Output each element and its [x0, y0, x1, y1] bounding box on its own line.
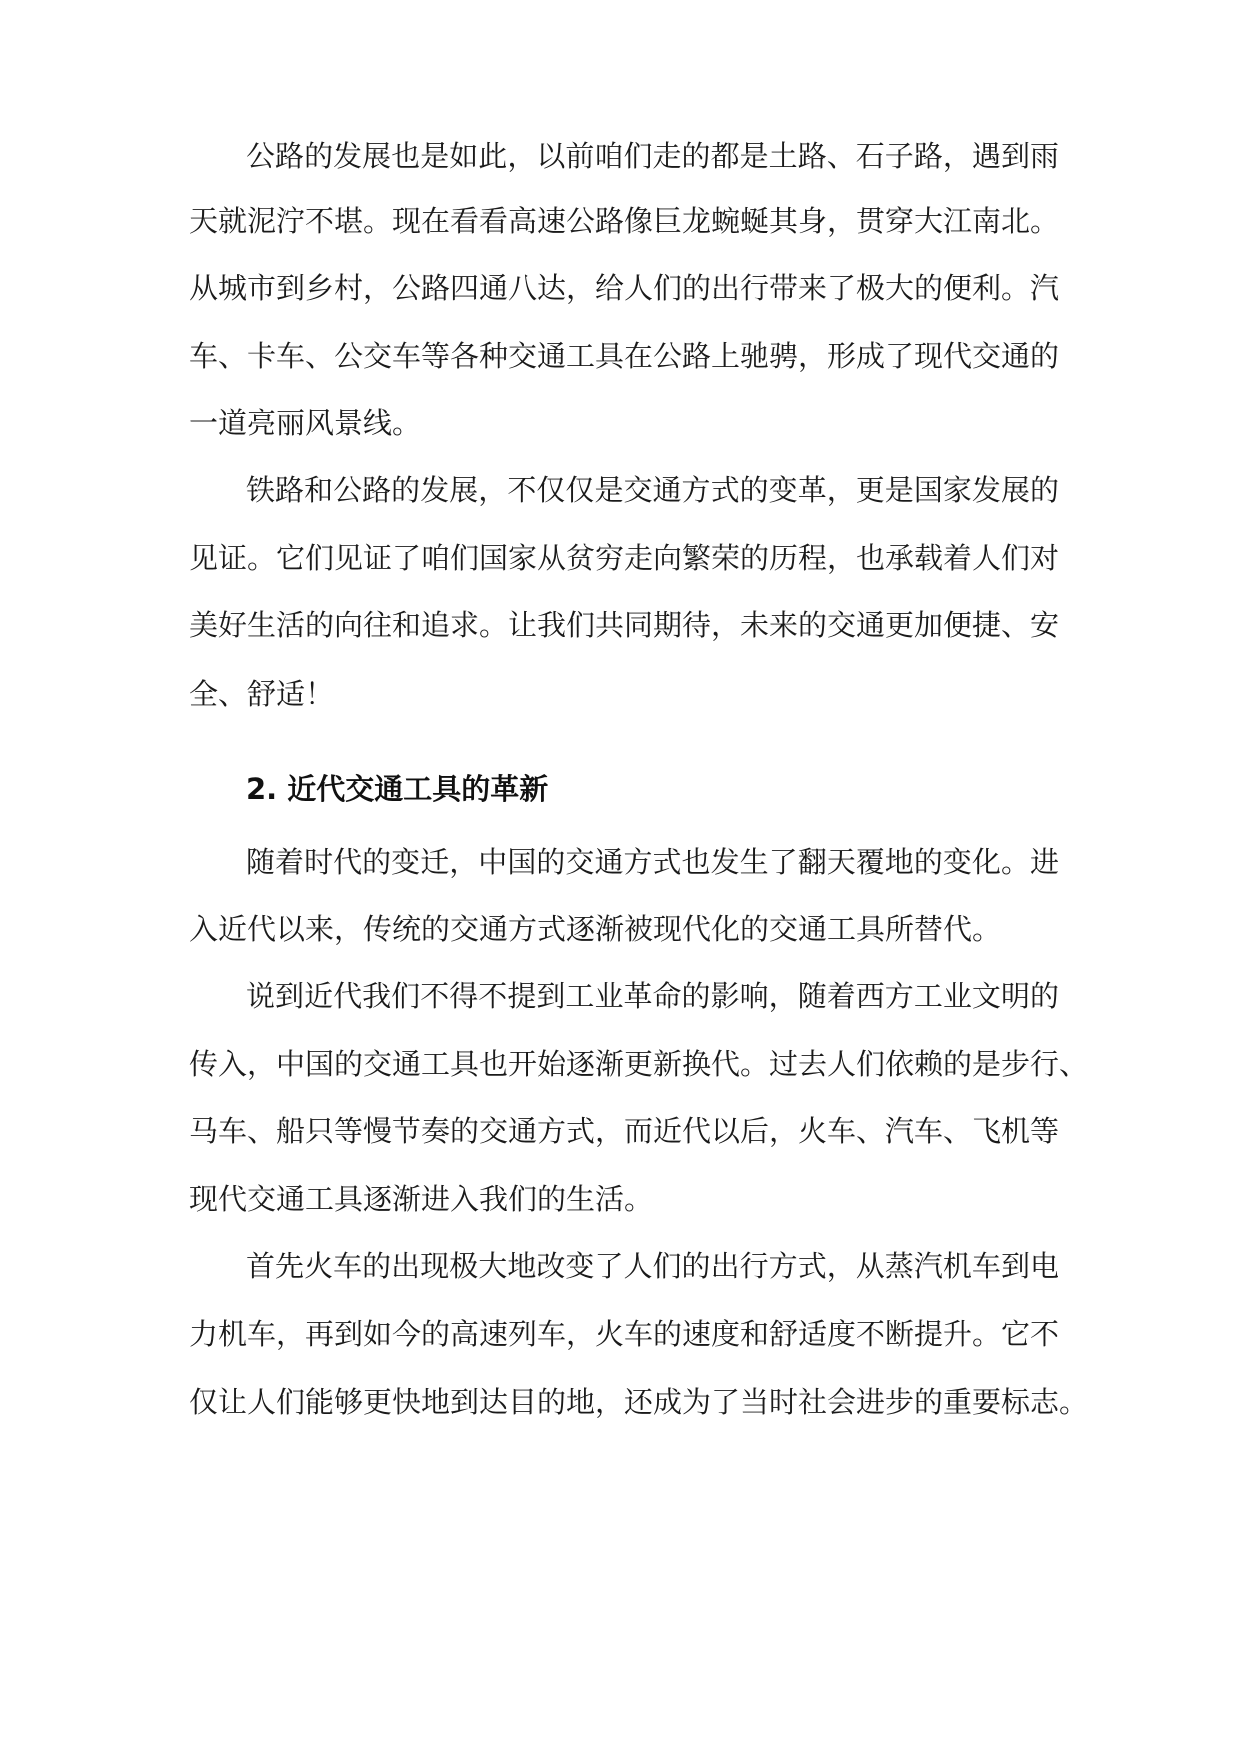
- paragraph-line: 从城市到乡村，公路四通八达，给人们的出行带来了极大的便利。汽: [189, 271, 1060, 305]
- paragraph-line: 传入，中国的交通工具也开始逐渐更新换代。过去人们依赖的是步行、: [189, 1047, 1089, 1081]
- paragraph-line: 见证。它们见证了咱们国家从贫穷走向繁荣的历程，也承载着人们对: [189, 541, 1060, 575]
- paragraph-line: 公路的发展也是如此，以前咱们走的都是土路、石子路，遇到雨: [246, 139, 1059, 173]
- paragraph-line: 仅让人们能够更快地到达目的地，还成为了当时社会进步的重要标志。: [189, 1385, 1089, 1419]
- paragraph-line: 随着时代的变迁，中国的交通方式也发生了翻天覆地的变化。进: [246, 845, 1059, 879]
- paragraph-line: 全、舒适！: [189, 677, 335, 711]
- section-heading: 2. 近代交通工具的革新: [246, 772, 549, 806]
- paragraph-line: 车、卡车、公交车等各种交通工具在公路上驰骋，形成了现代交通的: [189, 339, 1060, 373]
- paragraph-line: 一道亮丽风景线。: [189, 406, 422, 440]
- paragraph-line: 首先火车的出现极大地改变了人们的出行方式，从蒸汽机车到电: [246, 1249, 1059, 1283]
- paragraph-line: 说到近代我们不得不提到工业革命的影响，随着西方工业文明的: [246, 979, 1059, 1013]
- paragraph-line: 铁路和公路的发展，不仅仅是交通方式的变革，更是国家发展的: [246, 473, 1059, 507]
- paragraph-line: 天就泥泞不堪。现在看看高速公路像巨龙蜿蜒其身，贯穿大江南北。: [189, 204, 1060, 238]
- paragraph-line: 现代交通工具逐渐进入我们的生活。: [189, 1182, 654, 1216]
- paragraph-line: 入近代以来，传统的交通方式逐渐被现代化的交通工具所替代。: [189, 912, 1002, 946]
- paragraph-line: 力机车，再到如今的高速列车，火车的速度和舒适度不断提升。它不: [189, 1317, 1060, 1351]
- paragraph-line: 马车、船只等慢节奏的交通方式，而近代以后，火车、汽车、飞机等: [189, 1114, 1060, 1148]
- paragraph-line: 美好生活的向往和追求。让我们共同期待，未来的交通更加便捷、安: [189, 608, 1060, 642]
